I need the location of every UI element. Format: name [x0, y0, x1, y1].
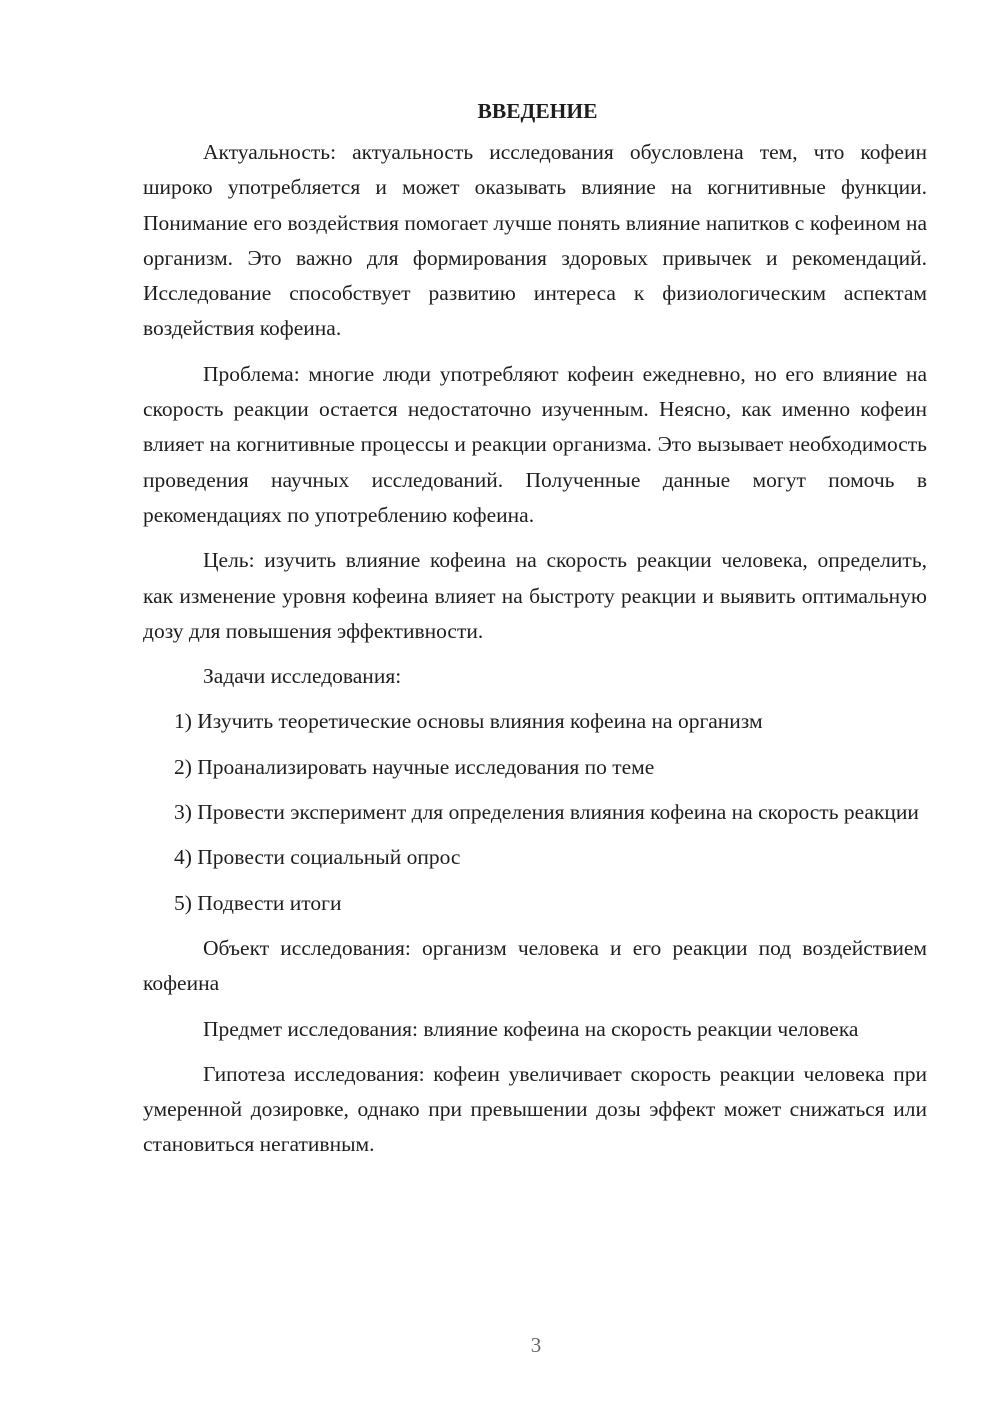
paragraph-goal: Цель: изучить влияние кофеина на скорость реакции человека, определить, как изменение уровня кофеина влияет на быстроту реакции и выявить оптимальную дозу для повышения эффективности.: [143, 548, 927, 643]
paragraph-relevance: Актуальность: актуальность исследования обусловлена тем, что кофеин широко употребляется и может оказывать влияние на когнитивные функции. Понимание его воздействия помогает лучше понять влияние напитков с кофеином на организм. Это важно для формирования здоровых привычек и рекомендаций. Исследование способствует развитию интереса к физиологическим аспектам воздействия кофеина.: [143, 140, 927, 341]
task-item: 5) Подвести итоги: [174, 890, 342, 915]
tasks-heading: Задачи исследования:: [203, 664, 402, 689]
task-item: 2) Проанализировать научные исследования по теме: [174, 754, 655, 779]
paragraph-problem: Проблема: многие люди употребляют кофеин ежедневно, но его влияние на скорость реакции остается недостаточно изученным. Неясно, как именно кофеин влияет на когнитивные процессы и реакции организма. Это вызывает необходимость проведения научных исследований. Полученные данные могут помочь в рекомендациях по употреблению кофеина.: [143, 361, 927, 527]
task-item: 4) Провести социальный опрос: [174, 845, 461, 870]
task-item: 3) Провести эксперимент для определения влияния кофеина на скорость реакции: [174, 800, 919, 825]
paragraph-object: Объект исследования: организм человека и его реакции под воздействием кофеина: [143, 935, 927, 996]
paragraph-hypothesis: Гипотеза исследования: кофеин увеличивает скорость реакции человека при умеренной дозировке, однако при превышении дозы эффект может снижаться или становиться негативным.: [143, 1061, 927, 1157]
page-title: ВВЕДЕНИЕ: [477, 99, 598, 123]
paragraph-subject: Предмет исследования: влияние кофеина на скорость реакции человека: [203, 1016, 859, 1041]
task-item: 1) Изучить теоретические основы влияния кофеина на организм: [174, 709, 763, 734]
page-number: 3: [530, 1333, 542, 1357]
page-content: [143, 97, 927, 1173]
